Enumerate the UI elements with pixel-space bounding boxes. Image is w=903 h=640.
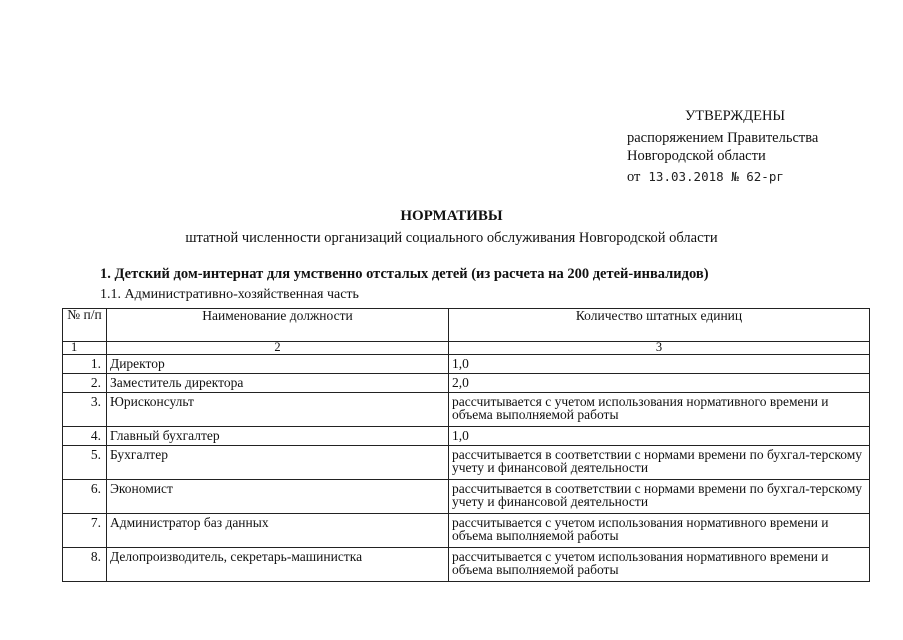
row-count: рассчитывается с учетом использования нормативного времени и объема выполняемой работы [449,393,870,427]
table-header-row [63,309,870,342]
row-count: 1,0 [449,427,870,446]
row-position: Юрисконсульт [107,393,449,427]
row-number: 6. [63,480,107,514]
row-position: Экономист [107,480,449,514]
table-row [63,548,870,582]
approval-date [627,167,784,187]
approval-date-value: 13.03.2018 № 62-рг [648,169,784,184]
row-position: Заместитель директора [107,374,449,393]
row-count: рассчитывается в соответствии с нормами времени по бухгал-терскому учету и финансовой деятельности [449,446,870,480]
row-number: 7. [63,514,107,548]
table-row [63,374,870,393]
row-count: рассчитывается с учетом использования нормативного времени и объема выполняемой работы [449,548,870,582]
document-title: НОРМАТИВЫ [400,208,503,224]
row-number: 5. [63,446,107,480]
column-number-2: 2 [107,342,449,355]
row-number: 1. [63,355,107,374]
approval-date-prefix: от [627,169,641,185]
approval-title: УТВЕРЖДЕНЫ [685,108,786,124]
row-count: 1,0 [449,355,870,374]
header-position: Наименование должности [107,309,449,342]
table-row [63,514,870,548]
table-row [63,393,870,427]
row-count: 2,0 [449,374,870,393]
table-row [63,480,870,514]
row-number: 8. [63,548,107,582]
header-number: № п/п [63,309,107,342]
row-number: 2. [63,374,107,393]
staff-table [62,308,870,582]
row-number: 3. [63,393,107,427]
column-number-1: 1 [63,342,107,355]
row-position: Главный бухгалтер [107,427,449,446]
table-column-numbers-row [63,342,870,355]
table-row [63,446,870,480]
row-number: 4. [63,427,107,446]
header-count: Количество штатных единиц [449,309,870,342]
row-position: Делопроизводитель, секретарь-машинистка [107,548,449,582]
document-subtitle: штатной численности организаций социального обслуживания Новгородской области [185,230,718,246]
table-row [63,427,870,446]
table-row [63,355,870,374]
subsection-heading: 1.1. Административно-хозяйственная часть [100,287,359,302]
approval-line-2: Новгородской области [627,148,766,164]
row-count: рассчитывается с учетом использования нормативного времени и объема выполняемой работы [449,514,870,548]
row-position: Директор [107,355,449,374]
row-count: рассчитывается в соответствии с нормами времени по бухгал-терскому учету и финансовой деятельности [449,480,870,514]
row-position: Бухгалтер [107,446,449,480]
section-heading: 1. Детский дом-интернат для умственно отсталых детей (из расчета на 200 детей-инвалидов) [100,266,709,282]
approval-line-1: распоряжением Правительства [627,130,819,146]
row-position: Администратор баз данных [107,514,449,548]
column-number-3: 3 [449,342,870,355]
